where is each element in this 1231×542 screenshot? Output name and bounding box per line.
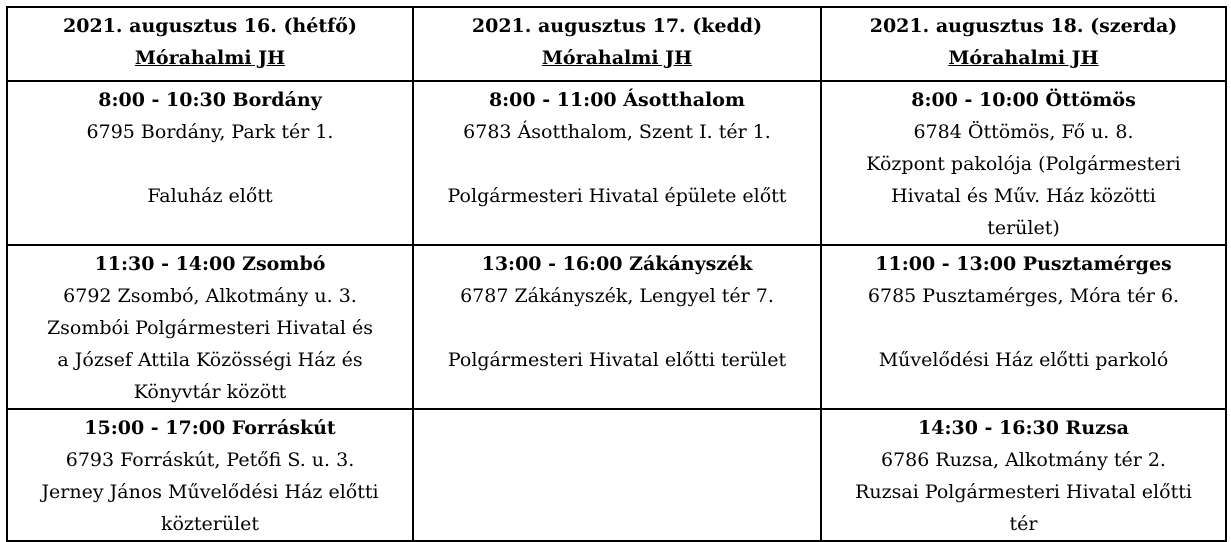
header-date: 2021. augusztus 18. (szerda) — [869, 15, 1178, 37]
time-slot: 8:00 - 10:30 Bordány — [98, 89, 322, 111]
location-line: Faluház előtt — [147, 185, 273, 207]
schedule-cell-ottomos — [821, 81, 1226, 245]
header-office: Mórahalmi JH — [134, 47, 286, 69]
address: 6787 Zákányszék, Lengyel tér 7. — [460, 285, 774, 307]
time-slot: 13:00 - 16:00 Zákányszék — [481, 253, 753, 275]
schedule-cell-bordany — [7, 81, 413, 245]
table-row — [7, 81, 1226, 245]
time-slot: 11:30 - 14:00 Zsombó — [94, 253, 326, 275]
location-line: Ruzsai Polgármesteri Hivatal előtti — [855, 481, 1192, 503]
schedule-table — [6, 6, 1227, 542]
location-line: Könyvtár között — [133, 381, 287, 403]
location-line: tér — [1009, 513, 1038, 535]
location-line: közterület — [160, 513, 260, 535]
schedule-cell-pusztamerges — [821, 245, 1226, 409]
header-cell-tuesday — [413, 7, 821, 81]
location-line: Zsombói Polgármesteri Hivatal és — [46, 317, 374, 339]
time-slot: 14:30 - 16:30 Ruzsa — [918, 417, 1129, 439]
address: 6785 Pusztamérges, Móra tér 6. — [867, 285, 1180, 307]
schedule-cell-ruzsa — [821, 409, 1226, 541]
spacer — [826, 312, 1221, 344]
location-line: Polgármesteri Hivatal épülete előtt — [447, 185, 787, 207]
spacer — [12, 148, 408, 180]
address: 6795 Bordány, Park tér 1. — [86, 121, 334, 143]
header-cell-wednesday — [821, 7, 1226, 81]
table-row — [7, 245, 1226, 409]
schedule-cell-zakanyszek — [413, 245, 821, 409]
table-row — [7, 409, 1226, 541]
spacer — [418, 312, 816, 344]
header-row — [7, 7, 1226, 81]
schedule-cell-forraskut — [7, 409, 413, 541]
address: 6793 Forráskút, Petőfi S. u. 3. — [65, 449, 355, 471]
time-slot: 15:00 - 17:00 Forráskút — [84, 417, 336, 439]
location-line: Művelődési Ház előtti parkoló — [878, 349, 1169, 371]
header-office: Mórahalmi JH — [541, 47, 693, 69]
address: 6786 Ruzsa, Alkotmány tér 2. — [881, 449, 1166, 471]
time-slot: 8:00 - 11:00 Ásotthalom — [488, 89, 746, 111]
header-date: 2021. augusztus 16. (hétfő) — [63, 15, 357, 37]
address: 6784 Öttömös, Fő u. 8. — [913, 121, 1134, 143]
spacer — [418, 148, 816, 180]
location-line: terület) — [987, 217, 1060, 239]
address: 6783 Ásotthalom, Szent I. tér 1. — [463, 121, 771, 143]
location-line: Hivatal és Műv. Ház közötti — [891, 185, 1156, 207]
schedule-cell-zsombo — [7, 245, 413, 409]
location-line: Jerney János Művelődési Ház előtti — [41, 481, 379, 503]
location-line: a József Attila Közösségi Ház és — [57, 349, 363, 371]
time-slot: 11:00 - 13:00 Pusztamérges — [875, 253, 1172, 275]
location-line: Központ pakolója (Polgármesteri — [866, 153, 1181, 175]
header-office: Mórahalmi JH — [948, 47, 1099, 69]
header-date: 2021. augusztus 17. (kedd) — [471, 15, 763, 37]
schedule-cell-empty — [413, 409, 821, 541]
schedule-cell-asotthalom — [413, 81, 821, 245]
location-line: Polgármesteri Hivatal előtti terület — [447, 349, 787, 371]
address: 6792 Zsombó, Alkotmány u. 3. — [63, 285, 357, 307]
schedule-sheet — [6, 6, 1227, 542]
time-slot: 8:00 - 10:00 Öttömös — [911, 89, 1136, 111]
header-cell-monday — [7, 7, 413, 81]
